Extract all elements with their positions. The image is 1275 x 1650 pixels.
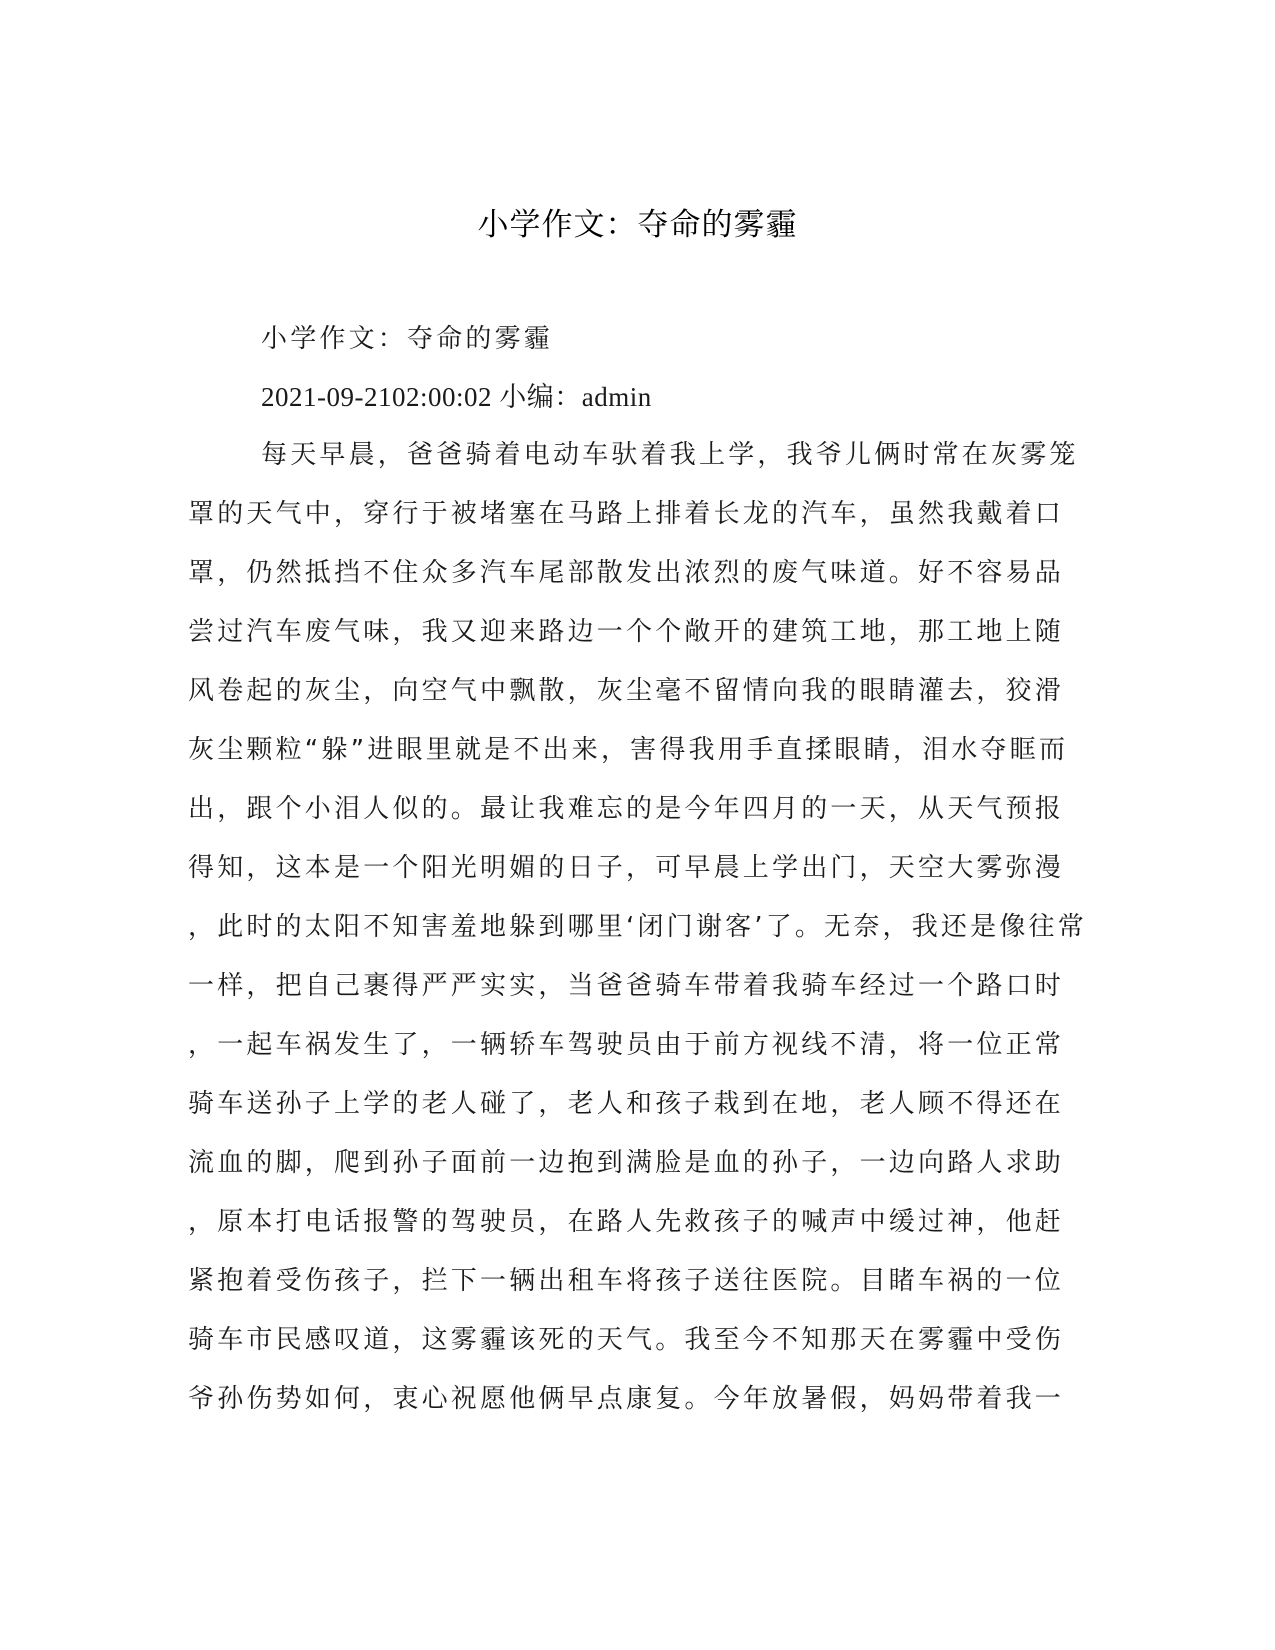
paragraph-line: 罩，仍然抵挡不住众多汽车尾部散发出浓烈的废气味道。好不容易品	[188, 558, 1065, 588]
document-subtitle: 小学作文：夺命的雾霾	[261, 324, 554, 354]
paragraph-line: ，此时的太阳不知害羞地躲到哪里‘闭门谢客’了。无奈，我还是像往常	[188, 912, 1087, 942]
paragraph-line: 出，跟个小泪人似的。最让我难忘的是今年四月的一天，从天气预报	[188, 794, 1065, 824]
paragraph-line: ，原本打电话报警的驾驶员，在路人先救孩子的喊声中缓过神，他赶	[188, 1207, 1065, 1237]
paragraph-line: 尝过汽车废气味，我又迎来路边一个个敞开的建筑工地，那工地上随	[188, 617, 1065, 647]
paragraph-line: 灰尘颗粒“躲”进眼里就是不出来，害得我用手直揉眼睛，泪水夺眶而	[188, 735, 1069, 765]
paragraph-line: 流血的脚，爬到孙子面前一边抱到满脸是血的孙子，一边向路人求助	[188, 1148, 1065, 1178]
paragraph-line: 一样，把自己裹得严严实实，当爸爸骑车带着我骑车经过一个路口时	[188, 971, 1065, 1001]
paragraph-line: 爷孙伤势如何，衷心祝愿他俩早点康复。今年放暑假，妈妈带着我一	[188, 1384, 1065, 1414]
document-meta: 2021-09-2102:00:02 小编：admin	[261, 382, 652, 412]
paragraph-line: 每天早晨，爸爸骑着电动车驮着我上学，我爷儿俩时常在灰雾笼	[261, 440, 1079, 470]
paragraph-line: 骑车送孙子上学的老人碰了，老人和孩子栽到在地，老人顾不得还在	[188, 1089, 1065, 1119]
paragraph-line: ，一起车祸发生了，一辆轿车驾驶员由于前方视线不清，将一位正常	[188, 1030, 1065, 1060]
paragraph-line: 风卷起的灰尘，向空气中飘散，灰尘毫不留情向我的眼睛灌去，狡滑	[188, 676, 1065, 706]
document-title: 小学作文：夺命的雾霾	[477, 207, 798, 243]
paragraph-line: 骑车市民感叹道，这雾霾该死的天气。我至今不知那天在雾霾中受伤	[188, 1325, 1065, 1355]
paragraph-line: 罩的天气中，穿行于被堵塞在马路上排着长龙的汽车，虽然我戴着口	[188, 499, 1065, 529]
paragraph-line: 得知，这本是一个阳光明媚的日子，可早晨上学出门，天空大雾弥漫	[188, 853, 1065, 883]
paragraph-line: 紧抱着受伤孩子，拦下一辆出租车将孩子送往医院。目睹车祸的一位	[188, 1266, 1065, 1296]
